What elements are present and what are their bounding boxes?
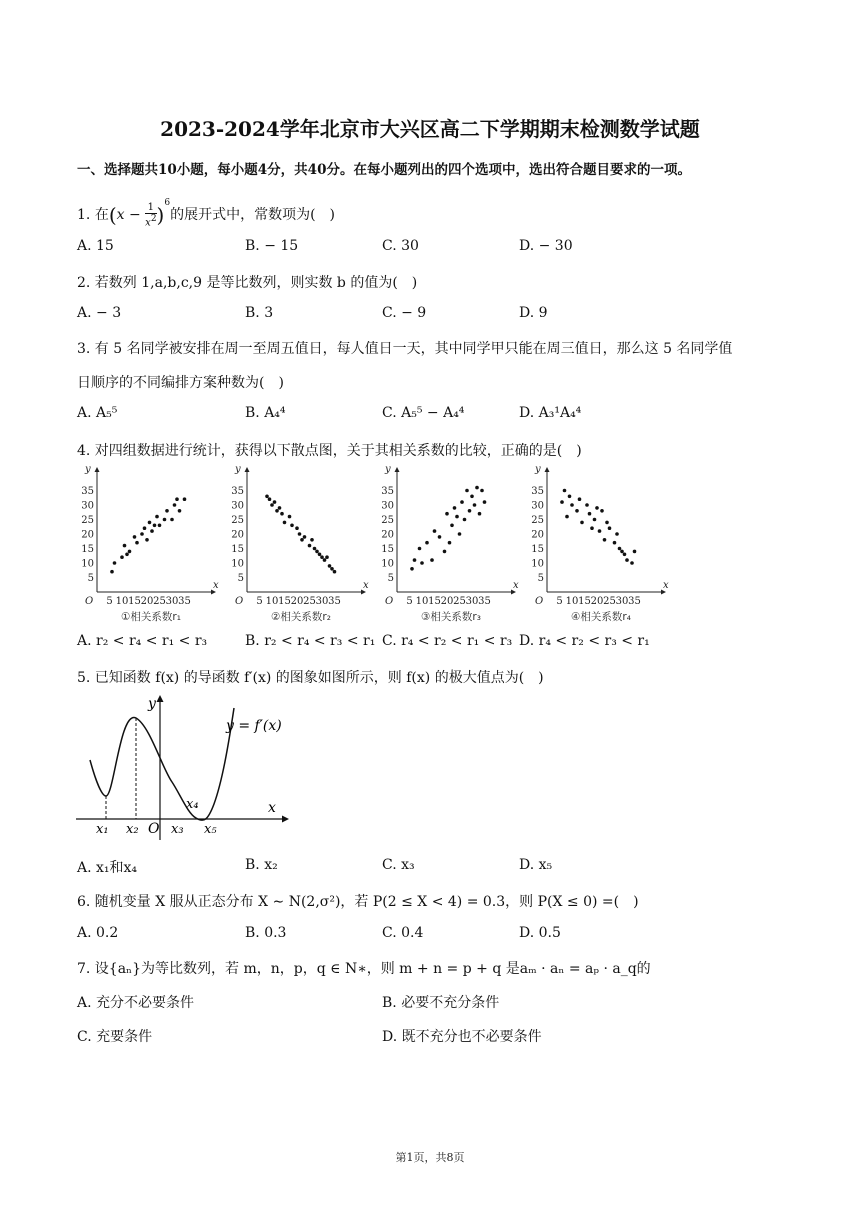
y-tick-label: 35 <box>531 486 544 497</box>
data-point <box>298 532 302 536</box>
scatter-svg <box>528 464 670 624</box>
data-point <box>603 538 607 542</box>
data-point <box>463 518 467 522</box>
y-tick-label: 25 <box>81 515 94 526</box>
data-point <box>565 515 569 519</box>
q4-option-d: D. r₄ < r₂ < r₃ < r₁ <box>519 633 650 649</box>
x-tick-label: 30 <box>315 596 329 607</box>
question-2: 2. 若数列 1,a,b,c,9 是等比数列，则实数 b 的值为( ) <box>77 275 418 291</box>
data-point <box>330 567 334 571</box>
data-point <box>470 495 474 499</box>
data-point <box>458 532 462 536</box>
data-point <box>300 538 304 542</box>
q4-option-a: A. r₂ < r₄ < r₁ < r₃ <box>77 633 208 649</box>
section-heading: 一、选择题共10小题，每小题4分，共40分。在每小题列出的四个选项中，选出符合题目要求的一项。 <box>77 162 691 178</box>
origin-label: O <box>85 596 94 607</box>
page-title: 2023-2024学年北京市大兴区高二下学期期末检测数学试题 <box>160 117 700 141</box>
x-tick-label: 10 <box>565 596 579 607</box>
y-tick-label: 10 <box>81 558 94 570</box>
q2-option-d: D. 9 <box>519 305 548 321</box>
data-point <box>568 495 572 499</box>
data-point <box>158 524 162 528</box>
data-point <box>475 486 479 490</box>
data-point <box>178 509 182 513</box>
data-point <box>283 521 287 525</box>
data-point <box>480 489 484 493</box>
q6-option-c: C. 0.4 <box>382 925 424 941</box>
x-axis-arrow <box>282 816 289 823</box>
point-x3: x₃ <box>171 822 184 837</box>
axis-x-label: x <box>268 800 276 816</box>
q1-option-a: A. 15 <box>77 238 114 254</box>
q5-option-a: A. x₁和x₄ <box>77 860 138 876</box>
y-tick-label: 30 <box>231 500 244 512</box>
data-point <box>110 570 114 574</box>
data-point <box>315 550 319 554</box>
x-tick-label: 20 <box>290 596 304 607</box>
origin-label: O <box>235 596 244 607</box>
data-point <box>623 553 627 557</box>
scatter-plot-2 <box>228 464 370 624</box>
x-tick-label: 35 <box>328 596 341 607</box>
q1-option-c: C. 30 <box>382 238 419 254</box>
y-tick-label: 30 <box>531 500 544 512</box>
data-point <box>310 538 314 542</box>
x-tick-label: 10 <box>415 596 429 607</box>
data-point <box>620 550 624 554</box>
y-tick-label: 25 <box>531 515 544 526</box>
y-tick-label: 20 <box>531 529 544 541</box>
data-point <box>273 500 277 504</box>
x-tick-label: 30 <box>165 596 179 607</box>
y-axis-label: y <box>385 464 391 475</box>
origin-label: O <box>148 821 160 837</box>
data-point <box>600 509 604 513</box>
data-point <box>170 518 174 522</box>
question-7: 7. 设{aₙ}为等比数列，若 m，n，p，q ∈ N∗，则 m + n = p + q 是aₘ · aₙ = aₚ · a_q的 <box>77 961 651 977</box>
y-tick-label: 20 <box>381 529 394 541</box>
x-tick-label: 10 <box>115 596 129 607</box>
data-point <box>295 526 299 530</box>
q1-minus: − <box>124 207 146 223</box>
data-point <box>183 497 187 501</box>
data-point <box>575 509 579 513</box>
q1-fraction: $\frac{1}{x^2}$ <box>145 201 157 229</box>
data-point <box>173 503 177 507</box>
scatter-caption: ③相关系数r₃ <box>421 611 481 623</box>
y-axis-label: y <box>535 464 541 475</box>
data-point <box>268 497 272 501</box>
x-axis-label: x <box>663 580 669 591</box>
data-point <box>313 547 317 551</box>
data-point <box>598 529 602 533</box>
data-point <box>465 489 469 493</box>
data-point <box>175 497 179 501</box>
q7-option-c: C. 充要条件 <box>77 1029 153 1045</box>
data-point <box>473 503 477 507</box>
x-tick-label: 35 <box>178 596 191 607</box>
data-point <box>333 570 337 574</box>
x-tick-label: 15 <box>128 596 141 607</box>
data-point <box>418 547 422 551</box>
scatter-plot-3 <box>378 464 520 624</box>
y-tick-label: 35 <box>81 486 94 497</box>
data-point <box>280 512 284 516</box>
q4-option-c: C. r₄ < r₂ < r₁ < r₃ <box>382 633 513 649</box>
data-point <box>585 503 589 507</box>
data-point <box>135 541 139 545</box>
page-footer: 第1页，共8页 <box>395 1151 465 1164</box>
y-tick-label: 20 <box>81 529 94 541</box>
data-point <box>143 526 147 530</box>
data-point <box>448 541 452 545</box>
scatter-svg <box>78 464 220 624</box>
q2-option-c: C. − 9 <box>382 305 427 321</box>
data-point <box>303 535 307 539</box>
data-point <box>140 532 144 536</box>
data-point <box>450 524 454 528</box>
y-tick-label: 20 <box>231 529 244 541</box>
y-tick-label: 35 <box>381 486 394 497</box>
q1-option-d: D. − 30 <box>519 238 573 254</box>
data-point <box>133 535 137 539</box>
data-point <box>633 550 637 554</box>
x-tick-label: 25 <box>153 596 166 607</box>
scatter-plot-4 <box>528 464 670 624</box>
data-point <box>128 550 132 554</box>
data-point <box>608 526 612 530</box>
data-point <box>433 529 437 533</box>
data-point <box>445 512 449 516</box>
point-x1: x₁ <box>96 822 109 837</box>
data-point <box>155 515 159 519</box>
question-3-line-1: 3. 有 5 名同学被安排在周一至周五值日，每人值日一天，其中同学甲只能在周三值日，那么这 5 名同学值 <box>77 341 733 357</box>
data-point <box>630 561 634 565</box>
origin-label: O <box>535 596 544 607</box>
data-point <box>430 558 434 562</box>
data-point <box>290 524 294 528</box>
x-tick-label: 25 <box>303 596 316 607</box>
data-point <box>615 532 619 536</box>
data-point <box>478 512 482 516</box>
x-tick-label: 15 <box>428 596 441 607</box>
y-axis-label: y <box>235 464 241 475</box>
y-tick-label: 10 <box>231 558 244 570</box>
x-axis-label: x <box>213 580 219 591</box>
point-x4: x₄ <box>186 797 199 812</box>
q3-option-d: D. A₃¹A₄⁴ <box>519 405 582 421</box>
q2-option-a: A. − 3 <box>77 305 122 321</box>
data-point <box>308 544 312 548</box>
data-point <box>618 547 622 551</box>
x-tick-label: 5 <box>556 596 563 607</box>
data-point <box>278 506 282 510</box>
scatter-caption: ④相关系数r₄ <box>571 611 631 623</box>
x-tick-label: 20 <box>140 596 154 607</box>
q7-option-d: D. 既不充分也不必要条件 <box>382 1029 542 1045</box>
q1-suffix: 的展开式中，常数项为( ) <box>170 207 336 223</box>
q1-number: 1. <box>77 207 91 223</box>
q3-option-a: A. A₅⁵ <box>77 405 118 421</box>
x-tick-label: 35 <box>478 596 491 607</box>
q6-option-a: A. 0.2 <box>77 925 119 941</box>
data-point <box>270 503 274 507</box>
x-tick-label: 25 <box>453 596 466 607</box>
x-tick-label: 35 <box>628 596 641 607</box>
data-point <box>123 544 127 548</box>
data-point <box>605 521 609 525</box>
data-point <box>438 535 442 539</box>
data-point <box>275 509 279 513</box>
data-point <box>588 512 592 516</box>
data-point <box>443 550 447 554</box>
data-point <box>595 506 599 510</box>
question-4: 4. 对四组数据进行统计，获得以下散点图，关于其相关系数的比较，正确的是( ) <box>77 443 582 459</box>
y-tick-label: 5 <box>387 573 394 584</box>
data-point <box>468 509 472 513</box>
y-tick-label: 35 <box>231 486 244 497</box>
data-point <box>425 541 429 545</box>
data-point <box>413 558 417 562</box>
data-point <box>165 509 169 513</box>
data-point <box>420 561 424 565</box>
data-point <box>563 489 567 493</box>
data-point <box>163 518 167 522</box>
data-point <box>145 538 149 542</box>
question-3-line-2: 日顺序的不同编排方案种数为( ) <box>77 375 284 391</box>
x-tick-label: 15 <box>278 596 291 607</box>
graph-label: y = f′(x) <box>226 718 282 734</box>
x-tick-label: 30 <box>465 596 479 607</box>
derivative-curve <box>90 708 234 820</box>
y-tick-label: 15 <box>531 544 544 555</box>
data-point <box>120 555 124 559</box>
data-point <box>580 521 584 525</box>
y-axis-arrow <box>95 467 100 472</box>
data-point <box>148 521 152 525</box>
origin-label: O <box>385 596 394 607</box>
x-tick-label: 10 <box>265 596 279 607</box>
data-point <box>593 518 597 522</box>
axis-y-label: y <box>148 696 156 712</box>
y-axis-label: y <box>85 464 91 475</box>
point-x2: x₂ <box>126 822 139 837</box>
y-tick-label: 10 <box>381 558 394 570</box>
data-point <box>325 555 329 559</box>
y-tick-label: 5 <box>537 573 544 584</box>
y-tick-label: 5 <box>87 573 94 584</box>
q2-option-b: B. 3 <box>245 305 274 321</box>
data-point <box>625 558 629 562</box>
y-tick-label: 25 <box>231 515 244 526</box>
q3-option-b: B. A₄⁴ <box>245 405 286 421</box>
x-tick-label: 5 <box>256 596 263 607</box>
q4-option-b: B. r₂ < r₄ < r₃ < r₁ <box>245 633 376 649</box>
q1-prefix: 在 <box>94 207 109 223</box>
x-tick-label: 20 <box>590 596 604 607</box>
data-point <box>113 561 117 565</box>
q6-option-d: D. 0.5 <box>519 925 561 941</box>
q1-power: 6 <box>164 198 171 208</box>
scatter-plot-1 <box>78 464 220 624</box>
x-tick-label: 30 <box>615 596 629 607</box>
q6-option-b: B. 0.3 <box>245 925 287 941</box>
data-point <box>323 558 327 562</box>
q7-option-b: B. 必要不充分条件 <box>382 995 500 1011</box>
data-point <box>153 524 157 528</box>
data-point <box>483 500 487 504</box>
x-tick-label: 5 <box>406 596 413 607</box>
x-tick-label: 15 <box>578 596 591 607</box>
data-point <box>560 500 564 504</box>
y-axis-arrow <box>395 467 400 472</box>
question-6: 6. 随机变量 X 服从正态分布 X ∼ N(2,σ²)，若 P(2 ≤ X < 4) = 0.3，则 P(X ≤ 0) =( ) <box>77 894 639 910</box>
y-tick-label: 5 <box>237 573 244 584</box>
data-point <box>265 495 269 499</box>
y-axis-arrow <box>245 467 250 472</box>
data-point <box>613 541 617 545</box>
point-x5: x₅ <box>204 822 217 837</box>
y-axis-arrow <box>157 695 164 702</box>
data-point <box>455 515 459 519</box>
y-tick-label: 10 <box>531 558 544 570</box>
scatter-caption: ②相关系数r₂ <box>271 611 331 623</box>
data-point <box>328 564 332 568</box>
data-point <box>590 526 594 530</box>
y-axis-arrow <box>545 467 550 472</box>
data-point <box>150 529 154 533</box>
data-point <box>453 506 457 510</box>
data-point <box>320 555 324 559</box>
derivative-graph <box>76 690 306 845</box>
x-tick-label: 5 <box>106 596 113 607</box>
q5-option-d: D. x₅ <box>519 857 553 873</box>
q5-option-b: B. x₂ <box>245 857 278 873</box>
data-point <box>460 500 464 504</box>
q5-option-c: C. x₃ <box>382 857 415 873</box>
data-point <box>125 553 129 557</box>
data-point <box>410 567 414 571</box>
data-point <box>288 515 292 519</box>
q1-var: x <box>116 207 125 223</box>
y-tick-label: 30 <box>81 500 94 512</box>
scatter-svg <box>228 464 370 624</box>
x-tick-label: 25 <box>603 596 616 607</box>
y-tick-label: 25 <box>381 515 394 526</box>
q3-option-c: C. A₅⁵ − A₄⁴ <box>382 405 465 421</box>
x-axis-label: x <box>363 580 369 591</box>
question-5: 5. 已知函数 f(x) 的导函数 f′(x) 的图象如图所示，则 f(x) 的极大值点为( ) <box>77 670 544 686</box>
x-axis-label: x <box>513 580 519 591</box>
question-1: 1. 在(x − $\frac{1}{x^2}$ )$^6$的展开式中，常数项为( ) <box>77 198 336 229</box>
scatter-svg <box>378 464 520 624</box>
y-tick-label: 15 <box>381 544 394 555</box>
y-tick-label: 15 <box>81 544 94 555</box>
q1-option-b: B. − 15 <box>245 238 299 254</box>
y-tick-label: 30 <box>381 500 394 512</box>
y-tick-label: 15 <box>231 544 244 555</box>
scatter-caption: ①相关系数r₁ <box>121 611 181 623</box>
data-point <box>578 497 582 501</box>
data-point <box>570 503 574 507</box>
x-tick-label: 20 <box>440 596 454 607</box>
q7-option-a: A. 充分不必要条件 <box>77 995 195 1011</box>
data-point <box>318 553 322 557</box>
